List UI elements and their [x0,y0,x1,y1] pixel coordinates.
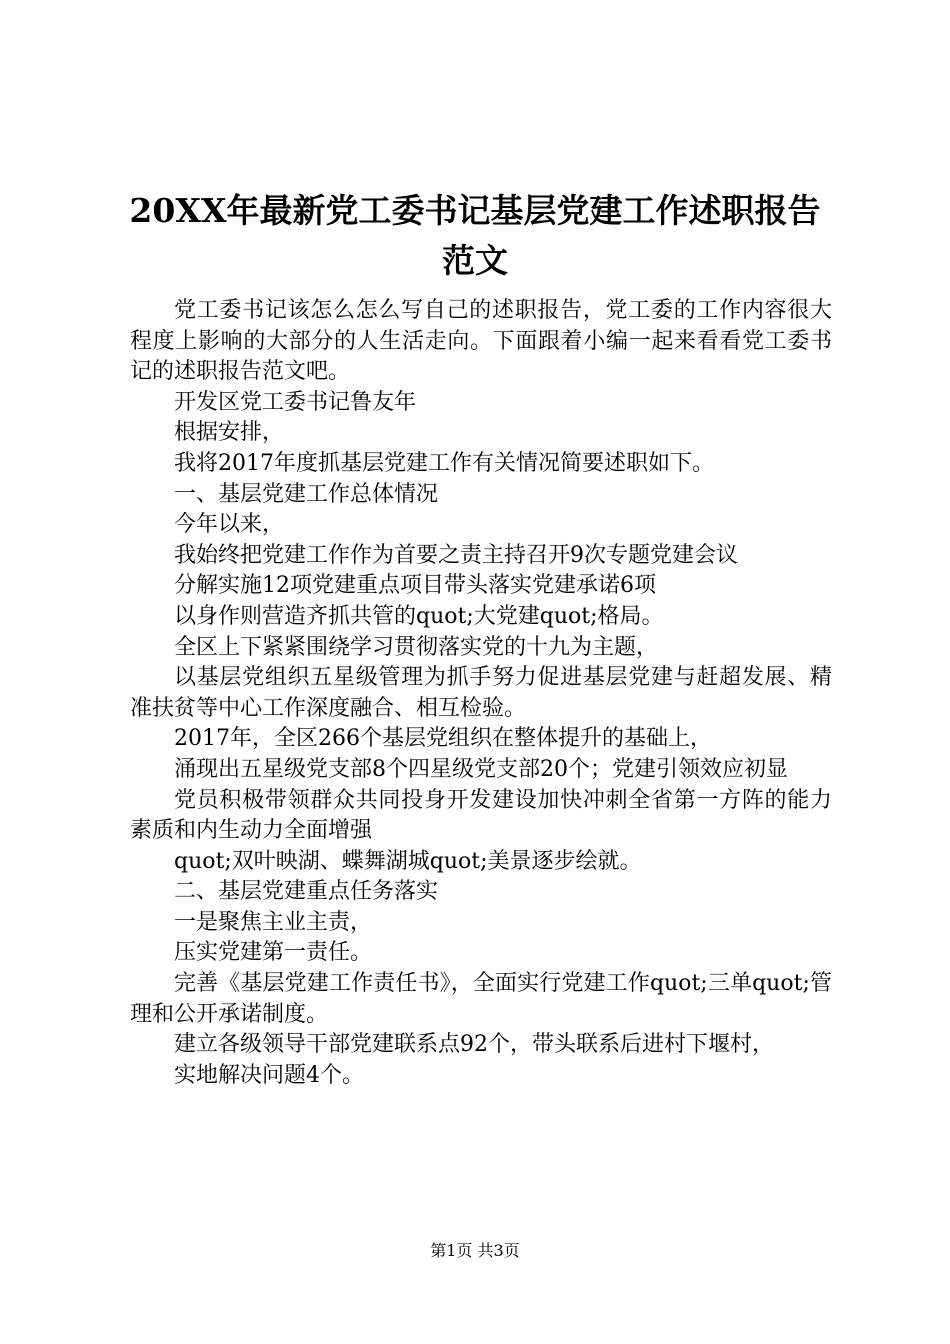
document-body [130,296,832,1091]
paragraph: 涌现出五星级党支部8个四星级党支部20个；党建引领效应初显 [174,756,788,782]
paragraph: 今年以来， [174,512,285,538]
paragraph: 完善《基层党建工作责任书》，全面实行党建工作quot;三单quot;管理和公开承诺制度。 [130,971,832,1027]
paragraph: 建立各级领导干部党建联系点92个，带头联系后进村下堰村， [174,1032,774,1058]
page-footer: 第1页 共3页 [430,1241,520,1260]
document-title: 20XX年最新党工委书记基层党建工作述职报告范文 [129,191,821,280]
paragraph: 全区上下紧紧围绕学习贯彻落实党的十九为主题， [174,634,659,660]
paragraph: 压实党建第一责任。 [174,940,373,966]
section-heading: 二、基层党建重点任务落实 [174,879,439,905]
paragraph: 2017年，全区266个基层党组织在整体提升的基础上， [174,726,712,752]
paragraph: 一是聚焦主业主责， [174,909,373,935]
paragraph: 实地解决问题4个。 [174,1062,364,1088]
paragraph: 根据安排， [174,420,285,446]
paragraph: 我将2017年度抓基层党建工作有关情况简要述职如下。 [174,450,714,476]
paragraph: 我始终把党建工作作为首要之责主持召开9次专题党建会议 [174,542,738,568]
paragraph: 开发区党工委书记鲁友年 [174,389,417,415]
paragraph: 分解实施12项党建重点项目带头落实党建承诺6项 [174,573,656,599]
paragraph: 以基层党组织五星级管理为抓手努力促进基层党建与赶超发展、精准扶贫等中心工作深度融合、相互检验。 [130,665,832,721]
paragraph: 以身作则营造齐抓共管的quot;大党建quot;格局。 [174,603,664,629]
paragraph: 党员积极带领群众共同投身开发建设加快冲刺全省第一方阵的能力素质和内生动力全面增强 [130,787,832,844]
section-heading: 一、基层党建工作总体情况 [174,481,439,507]
paragraph: 党工委书记该怎么怎么写自己的述职报告，党工委的工作内容很大程度上影响的大部分的人生活走向。下面跟着小编一起来看看党工委书记的述职报告范文吧。 [130,298,832,385]
paragraph: quot;双叶映湖、蝶舞湖城quot;美景逐步绘就。 [174,848,642,874]
